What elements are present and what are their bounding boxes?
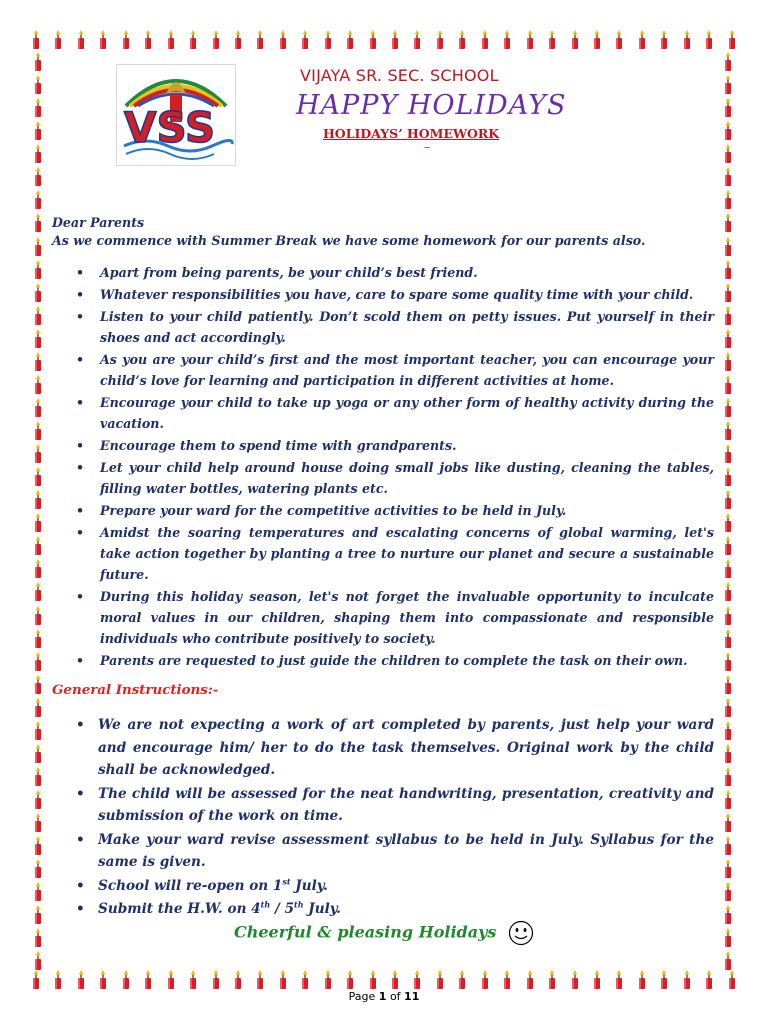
page-current: 1 [378, 990, 387, 1003]
candle-icon [120, 30, 132, 50]
candle-icon [52, 970, 64, 990]
candle-icon [299, 970, 311, 990]
candle-icon [722, 490, 734, 510]
candle-icon [546, 30, 558, 50]
candle-icon [613, 970, 625, 990]
instructions-list [52, 714, 714, 921]
candle-icon [32, 836, 44, 856]
title-dash: – [424, 140, 430, 154]
candle-icon [722, 121, 734, 141]
candle-icon [722, 629, 734, 649]
candle-icon [32, 237, 44, 257]
candle-icon [726, 30, 738, 50]
candle-icon [389, 970, 401, 990]
candle-icon [456, 970, 468, 990]
candle-icon [722, 352, 734, 372]
candle-icon [722, 559, 734, 579]
border-bottom [30, 970, 738, 992]
candle-icon [32, 398, 44, 418]
candle-icon [32, 813, 44, 833]
intro-lead: As we commence with Summer Break we have some homework for our parents also. [52, 233, 646, 248]
border-right [722, 52, 736, 972]
candle-icon [722, 767, 734, 787]
candle-icon [32, 629, 44, 649]
candle-icon [142, 30, 154, 50]
submit-item [52, 898, 714, 921]
candle-icon [722, 306, 734, 326]
submit-middle: / 5 [270, 901, 295, 917]
candle-icon [658, 30, 670, 50]
candle-icon [722, 744, 734, 764]
candle-icon [722, 190, 734, 210]
candle-icon [187, 30, 199, 50]
candle-icon [658, 970, 670, 990]
candle-icon [613, 30, 625, 50]
candle-icon [722, 882, 734, 902]
candle-icon [434, 30, 446, 50]
list-item: • Listen to your child patiently. Don’t scold them on petty issues. Put yourself in their shoes and act accordingly. [52, 306, 714, 348]
list-item: • Apart from being parents, be your child’s best friend. [52, 262, 714, 283]
candle-icon [722, 52, 734, 72]
candle-icon [411, 30, 423, 50]
candle-icon [722, 144, 734, 164]
submit-sup-1: th [260, 899, 271, 910]
candle-icon [32, 698, 44, 718]
candle-icon [30, 970, 42, 990]
candle-icon [722, 698, 734, 718]
submit-prefix: Submit the H.W. on 4 [98, 901, 261, 917]
candle-icon [322, 30, 334, 50]
candle-icon [32, 744, 44, 764]
candle-icon [75, 30, 87, 50]
salutation: Dear Parents [52, 215, 145, 230]
logo-letters: VSS [124, 103, 216, 152]
candle-icon [722, 652, 734, 672]
candle-icon [277, 970, 289, 990]
candle-icon [722, 75, 734, 95]
closing-line [0, 920, 768, 946]
candle-icon [524, 30, 536, 50]
candle-icon [32, 375, 44, 395]
page-label: Page [348, 990, 376, 1003]
candle-icon [32, 167, 44, 187]
candle-icon [722, 237, 734, 257]
list-item: • Let your child help around house doing small jobs like dusting, cleaning the tables, filling water bottles, watering plants etc. [52, 457, 714, 499]
happy-holidays-title: HAPPY HOLIDAYS [296, 90, 567, 121]
candle-icon [32, 283, 44, 303]
list-item: • Encourage your child to take up yoga or any other form of healthy activity during the vacation. [52, 392, 714, 434]
candle-icon [722, 329, 734, 349]
candle-icon [32, 213, 44, 233]
candle-icon [636, 970, 648, 990]
candle-icon [722, 260, 734, 280]
candle-icon [165, 30, 177, 50]
candle-icon [97, 30, 109, 50]
candle-icon [32, 352, 44, 372]
reopen-prefix: School will re-open on 1 [98, 877, 283, 894]
candle-icon [232, 30, 244, 50]
candle-icon [30, 30, 42, 50]
list-item: • Whatever responsibilities you have, care to spare some quality time with your child. [52, 284, 714, 305]
candle-icon [32, 421, 44, 441]
candle-icon [569, 970, 581, 990]
list-item: • As you are your child’s first and the most important teacher, you can encourage your child’s love for learning and participation in different activities at home. [52, 349, 714, 391]
candle-icon [187, 970, 199, 990]
candle-icon [722, 606, 734, 626]
candle-icon [32, 467, 44, 487]
candle-icon [569, 30, 581, 50]
candle-icon [32, 767, 44, 787]
candle-icon [32, 652, 44, 672]
candle-icon [165, 970, 177, 990]
school-name: VIJAYA SR. SEC. SCHOOL [300, 66, 499, 85]
candle-icon [232, 970, 244, 990]
parent-points-list [52, 262, 714, 671]
candle-icon [722, 167, 734, 187]
candle-icon [32, 721, 44, 741]
closing-text: Cheerful & pleasing Holidays [233, 922, 497, 942]
candle-icon [97, 970, 109, 990]
candle-icon [254, 970, 266, 990]
candle-icon [501, 30, 513, 50]
page-total: 11 [404, 990, 420, 1003]
list-item: • During this holiday season, let's not forget the invaluable opportunity to inculcate moral values in our children, shaping them into compassionate and responsible individuals who contribute positively to society. [52, 586, 714, 649]
candle-icon [722, 813, 734, 833]
candle-icon [722, 283, 734, 303]
candle-icon [703, 970, 715, 990]
candle-icon [722, 790, 734, 810]
candle-icon [681, 970, 693, 990]
candle-icon [722, 513, 734, 533]
candle-icon [479, 30, 491, 50]
general-instructions-heading: General Instructions:- [52, 682, 219, 698]
candle-icon [254, 30, 266, 50]
reopen-suffix: July. [290, 877, 328, 894]
candle-icon [546, 970, 558, 990]
candle-icon [479, 970, 491, 990]
candle-icon [722, 582, 734, 602]
candle-icon [32, 790, 44, 810]
candle-icon [32, 513, 44, 533]
reopen-item [52, 875, 714, 898]
candle-icon [32, 306, 44, 326]
candle-icon [722, 951, 734, 971]
candle-icon [722, 836, 734, 856]
candle-icon [32, 951, 44, 971]
candle-icon [636, 30, 648, 50]
candle-icon [367, 30, 379, 50]
candle-icon [75, 970, 87, 990]
candle-icon [322, 970, 334, 990]
border-left [32, 52, 46, 972]
candle-icon [722, 675, 734, 695]
candle-icon [299, 30, 311, 50]
candle-icon [722, 213, 734, 233]
candle-icon [32, 490, 44, 510]
candle-icon [434, 970, 446, 990]
candle-icon [591, 970, 603, 990]
candle-icon [722, 536, 734, 556]
school-logo [116, 64, 236, 166]
candle-icon [411, 970, 423, 990]
page-of: of [389, 990, 401, 1003]
candle-icon [344, 970, 356, 990]
candle-icon [120, 970, 132, 990]
candle-icon [32, 675, 44, 695]
candle-icon [32, 329, 44, 349]
candle-icon [52, 30, 64, 50]
candle-icon [32, 536, 44, 556]
list-item: • Prepare your ward for the competitive activities to be held in July. [52, 500, 714, 521]
letter-body [52, 214, 714, 922]
candle-icon [32, 444, 44, 464]
candle-icon [501, 970, 513, 990]
candle-icon [456, 30, 468, 50]
candle-icon [722, 467, 734, 487]
candle-icon [142, 970, 154, 990]
candle-icon [389, 30, 401, 50]
page-footer [0, 990, 768, 1003]
list-item: • The child will be assessed for the neat handwriting, presentation, creativity and submission of the work on time. [52, 783, 714, 828]
list-item: • Encourage them to spend time with grandparents. [52, 435, 714, 456]
candle-icon [32, 859, 44, 879]
candle-icon [32, 882, 44, 902]
candle-icon [591, 30, 603, 50]
candle-icon [32, 606, 44, 626]
submit-suffix: July. [303, 901, 341, 917]
candle-icon [722, 859, 734, 879]
list-item: • Make your ward revise assessment syllabus to be held in July. Syllabus for the same is given. [52, 829, 714, 874]
reopen-sup: st [282, 875, 291, 886]
candle-icon [32, 582, 44, 602]
smiley-icon [508, 920, 534, 946]
candle-icon [722, 98, 734, 118]
candle-icon [210, 970, 222, 990]
candle-icon [722, 444, 734, 464]
candle-icon [210, 30, 222, 50]
candle-icon [344, 30, 356, 50]
candle-icon [32, 190, 44, 210]
candle-icon [32, 144, 44, 164]
border-top [30, 30, 738, 52]
candle-icon [277, 30, 289, 50]
candle-icon [726, 970, 738, 990]
candle-icon [722, 398, 734, 418]
candle-icon [703, 30, 715, 50]
submit-sup-2: th [294, 899, 304, 910]
candle-icon [722, 421, 734, 441]
candle-icon [32, 52, 44, 72]
list-item: • Parents are requested to just guide the children to complete the task on their own. [52, 650, 714, 671]
candle-icon [722, 721, 734, 741]
candle-icon [681, 30, 693, 50]
candle-icon [32, 559, 44, 579]
list-item: • Amidst the soaring temperatures and escalating concerns of global warming, let's take action together by planting a tree to nurture our planet and secure a sustainable future. [52, 522, 714, 585]
candle-icon [32, 121, 44, 141]
candle-icon [32, 75, 44, 95]
candle-icon [32, 98, 44, 118]
candle-icon [367, 970, 379, 990]
candle-icon [32, 260, 44, 280]
list-item: • We are not expecting a work of art completed by parents, just help your ward and encourage him/ her to do the task themselves. Original work by the child shall be acknowledged. [52, 714, 714, 782]
candle-icon [524, 970, 536, 990]
homework-title: HOLIDAYS’ HOMEWORK [323, 126, 500, 141]
candle-icon [722, 375, 734, 395]
